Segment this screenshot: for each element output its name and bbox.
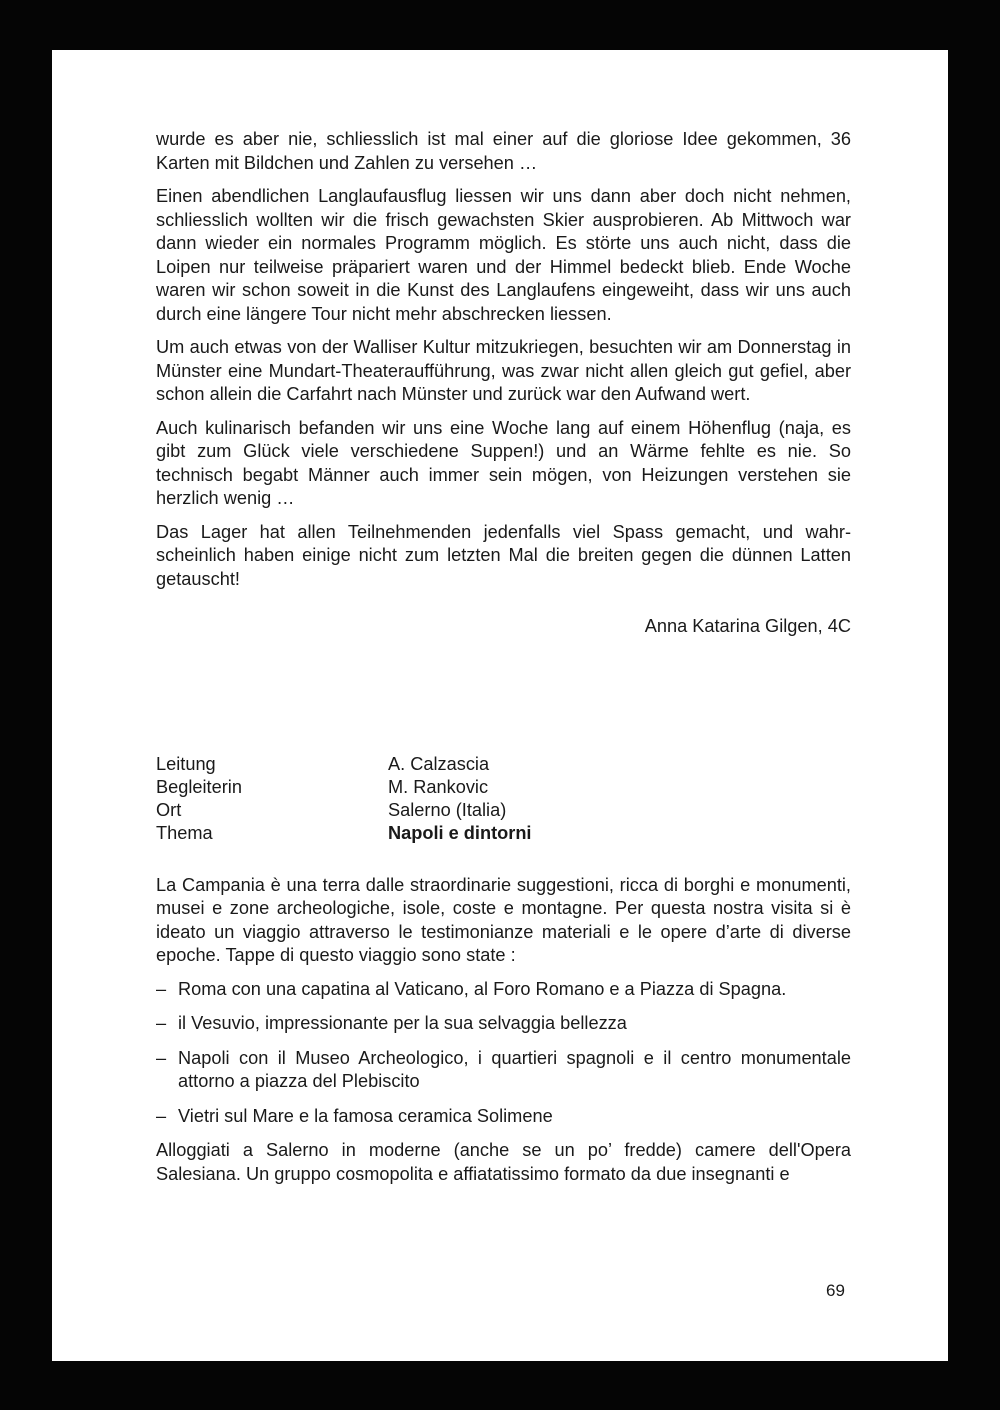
- italian-article: [156, 874, 851, 1187]
- paragraph: Um auch etwas von der Walliser Kultur mitzukriegen, besuchten wir am Donnerstag in Münster eine Mundart-Theateraufführung, was zwar nicht allen gleich gut gefiel, aber schon allein die Carfahrt nach Münster und zurück war den Aufwand wert.: [156, 337, 851, 404]
- dash-bullet-icon: –: [156, 1047, 167, 1068]
- info-label-thema: Thema: [156, 823, 213, 844]
- list-item-text: il Vesuvio, impressionante per la sua selvaggia bellezza: [178, 1013, 627, 1034]
- intro-paragraph: La Campania è una terra dalle straordinarie suggestioni, ricca di borghi e monumenti, musei e zone archeologiche, isole, coste e montagne. Per questa nostra visita si è ideato un viaggio attraverso le testimonianze materiali e le opere d’arte di diverse epoche. Tappe di questo viaggio sono state :: [156, 874, 851, 966]
- paragraph: Einen abendlichen Langlaufausflug liessen wir uns dann aber doch nicht nehmen, schliesslich wollten wir die frisch gewachsten Skier ausprobieren. Ab Mittwoch war dann wieder ein normales Programm möglich. Es störte uns auch nicht, dass die Loipen nur teilweise präpariert waren und der Himmel bedeckt blieb. Ende Woche waren wir schon soweit in die Kunst des Langlaufens eingeweiht, dass wir uns auch durch eine längere Tour nicht mehr abschrecken liessen.: [156, 186, 851, 324]
- trip-info-table: [156, 753, 851, 846]
- trip-stops-list: [156, 978, 851, 1129]
- paragraph: Auch kulinarisch befanden wir uns eine Woche lang auf einem Höhenflug (naja, es gibt zum Glück viele verschiedene Suppen!) und an Wärme fehlte es nie. So technisch begabt Männer auch immer sein mögen, von Heizungen verstehen sie herzlich wenig …: [156, 417, 851, 508]
- page-content: [156, 128, 851, 1196]
- list-item: [156, 1047, 851, 1094]
- info-value-leitung: A. Calzascia: [388, 753, 490, 774]
- info-value-ort: Salerno (Italia): [388, 800, 507, 821]
- list-item: [156, 1105, 851, 1129]
- page-number: 69: [826, 1281, 845, 1300]
- info-label-begleiterin: Begleiterin: [156, 776, 242, 797]
- info-label-ort: Ort: [156, 800, 182, 821]
- closing-paragraph: Alloggiati a Salerno in moderne (anche se un po’ fredde) camere dell'Opera Salesiana. Un gruppo cosmopolita e affiatatissimo formato da due insegnanti e: [156, 1140, 851, 1184]
- paragraph: wurde es aber nie, schliesslich ist mal einer auf die gloriose Idee gekommen, 36 Karten mit Bildchen und Zahlen zu versehen …: [156, 129, 851, 173]
- list-item-text: Roma con una capatina al Vaticano, al Foro Romano e a Piazza di Spagna.: [178, 978, 787, 999]
- list-item: [156, 1012, 851, 1036]
- author-signature: Anna Katarina Gilgen, 4C: [644, 616, 851, 636]
- german-article: [156, 128, 851, 639]
- info-value-begleiterin: M. Rankovic: [388, 776, 489, 797]
- paragraph: Das Lager hat allen Teilnehmenden jedenfalls viel Spass gemacht, und wahrscheinlich haben einige nicht zum letzten Mal die breiten gegen die dünnen Latten getauscht!: [156, 521, 851, 589]
- list-item-text: Napoli con il Museo Archeologico, i quartieri spagnoli e il centro monumentale attorno a piazza del Plebiscito: [178, 1047, 851, 1092]
- list-item-text: Vietri sul Mare e la famosa ceramica Solimene: [178, 1105, 553, 1126]
- info-value-thema: Napoli e dintorni: [388, 823, 532, 844]
- dash-bullet-icon: –: [156, 1105, 167, 1126]
- info-label-leitung: Leitung: [156, 753, 216, 774]
- list-item: [156, 978, 851, 1002]
- document-page: [52, 50, 948, 1361]
- dash-bullet-icon: –: [156, 978, 167, 999]
- dash-bullet-icon: –: [156, 1013, 167, 1034]
